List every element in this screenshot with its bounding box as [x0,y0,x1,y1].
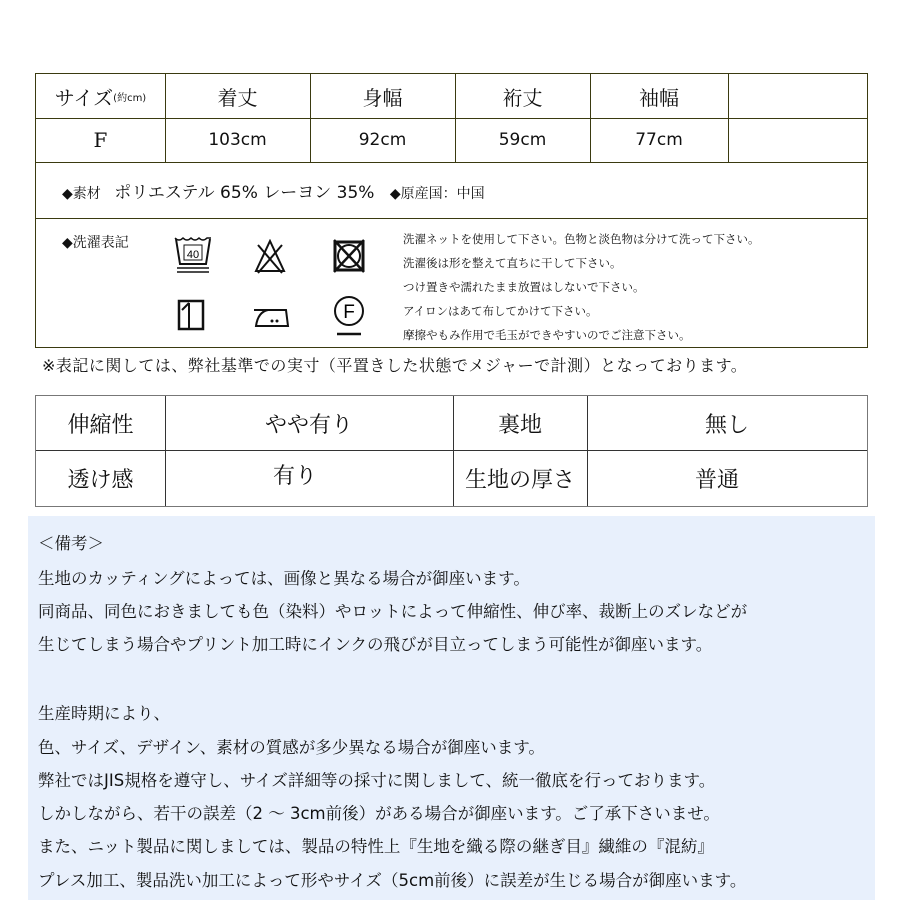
svg-text:F: F [343,302,355,323]
lining-label: 裏地 [497,412,542,438]
notes-section [28,516,875,900]
divider [36,162,867,163]
laundry-label: ◆洗濯表記 [62,235,129,251]
care-note: 洗濯ネットを使用して下さい。色物と淡色物は分けて洗って下さい。 [403,232,760,246]
note-line: 生地のカッティングによっては、画像と異なる場合が御座います。 [38,569,530,588]
svg-text:40: 40 [186,249,200,261]
note-line: 生じてしまう場合やプリント加工時にインクの飛びが目立ってしまう可能性が御座います。 [38,635,713,654]
size-value: F [93,128,108,152]
wash-40-icon [173,234,213,276]
no-bleach-icon [254,239,286,275]
no-tumble-dry-icon [332,238,366,274]
header-sleeve-length: 裄丈 [502,85,543,110]
care-note: アイロンはあて布してかけて下さい。 [403,304,598,318]
sheerness-value: 有り [272,463,317,489]
header-length: 着丈 [217,85,258,110]
width-value: 92cm [358,130,407,150]
thickness-value: 普通 [694,467,739,493]
sheerness-label: 透け感 [67,467,134,493]
stretch-label: 伸縮性 [67,412,134,438]
note-line: また、ニット製品に関しましては、製品の特性上『生地を織る際の継ぎ目』繊維の『混紡』 [38,837,714,856]
divider [36,218,867,219]
thickness-label: 生地の厚さ [464,467,575,493]
note-line: しかしながら、若干の誤差（2 ～ 3cm前後）がある場合が御座います。ご了承下さいませ。 [38,804,720,823]
header-width: 身幅 [362,85,403,110]
footnote: ※表記に関しては、弊社基準での実寸（平置きした状態でメジャーで計測）となっております。 [42,356,748,375]
care-note: 摩擦やもみ作用で毛玉ができやすいのでご注意下さい。 [403,328,691,342]
fabric-table [35,395,868,507]
line-dry-icon [176,298,206,332]
lining-value: 無し [704,412,749,438]
header-sleeve-width: 袖幅 [639,85,679,110]
length-value: 103cm [208,130,267,150]
size-table [35,73,868,348]
care-note: 洗濯後は形を整えて直ちに干して下さい。 [403,256,622,270]
sleeve-length-value: 59cm [498,130,547,150]
care-note: つけ置きや濡れたまま放置はしないで下さい。 [403,280,645,294]
stretch-value: やや有り [264,412,353,438]
note-line: 色、サイズ、デザイン、素材の質感が多少異なる場合が御座います。 [38,738,545,757]
notes-title: ＜備考＞ [38,534,104,553]
note-line: プレス加工、製品洗い加工によって形やサイズ（5cm前後）に誤差が生じる場合が御座います。 [38,871,747,890]
note-line: 同商品、同色におきましても色（染料）やロットによって伸縮性、伸び率、裁断上のズレなどが [38,602,748,621]
note-line: 生産時期により、 [38,704,170,723]
header-size: サイズ (約cm) [54,85,147,110]
material-row: ◆素材 ポリエステル 65% レーヨン 35% ◆原産国：中国 [62,183,485,203]
dry-clean-f-icon [332,294,366,338]
sleeve-width-value: 77cm [635,130,683,150]
iron-low-icon [252,302,292,330]
note-line: 弊社ではJIS規格を遵守し、サイズ詳細等の採寸に関しまして、統一徹底を行っております。 [38,771,716,790]
